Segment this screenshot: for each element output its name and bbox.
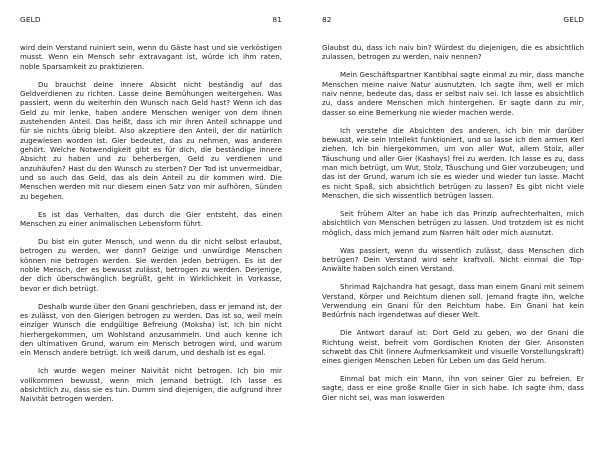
- paragraph: Glaubst du, dass ich naiv bin? Würdest du diejenigen, die es absichtlich zulassen, betrogen zu werden, naiv nennen?: [322, 43, 584, 62]
- paragraph: Seit frühem Alter an habe ich das Prinzip aufrechterhalten, mich absichtlich von Menschen betrügen zu lassen. Und trotzdem ist es nicht möglich, dass mich jemand zum Narren hält oder mich ausnutzt.: [322, 208, 584, 237]
- paragraph: Du bist ein guter Mensch, und wenn du dir nicht selbst erlaubst, betrogen zu werden, wer dann? Geizige und unwürdige Menschen können nie betrogen werden. Sie werden jeden betrügen. Es ist der noble Mensch, der es bewusst zulässt, betrogen zu werden. Derjenige, der dich überschwänglich begrüßt, geht in Wirklichkeit in Vorkasse, bevor er dich betrügt.: [20, 236, 282, 293]
- running-title: GELD: [563, 15, 584, 24]
- paragraph: Mein Geschäftspartner Kantibhai sagte einmal zu mir, dass manche Menschen meine naive Natur ausnutzten. Ich sagte ihm, well er mich naiv nenne, bedeute das, dass er selbst naiv sei. Ich lasse es absichtlich zu, dass andere Menschen mich hintergehen. Er sagte dann zu mir, dasser so eine Bemerkung nie wieder machen werde.: [322, 70, 584, 117]
- left-page: [20, 0, 282, 465]
- paragraph: Du brauchst deine innere Absicht nicht beständig auf das Geldverdienen zu richten. Lasse deine Bemühungen weitergehen. Was passiert, wenn du weiterhin den Wunsch nach Geld hast? Wenn ich das Geld zu mir lenke, haben andere Menschen weniger von dem ihnen zustehenden Anteil. Das heißt, dass ich mir ihren Anteil schnappe und für sie nichts übrig bleibt. Also akzeptiere den Anteil, der dir natürlich zugewiesen worden ist. Gier bedeutet, das zu nehmen, was anderen gehört. Welche Notwendigkeit gibt es für dich, die beständige innere Absicht zu haben und zu beherbergen, Geld zu verdienen und anzuhäufen? Hast du den Wunsch zu sterben? Der Tod ist unvermeidbar, und so auch das Geld, das als dein Anteil zu dir kommen wird. Die Menschen werden mit nur diesem einen Satz von mir aufhören, Sünden zu begehen.: [20, 79, 282, 201]
- paragraph: Ich verstehe die Absichten des anderen, ich bin mir darüber bewusst, wie sein Intellekt funktioniert, und so lasse ich den armen Kerl ziehen. Ich bin hiergekommen, um von aller Wut, allem Stolz, aller Täuschung und aller Gier (Kashays) frei zu werden. Ich lasse es zu, dass man mich betrügt, um Wut, Stolz, Täuschung und Gier vorzubeugen; und das ist der Grund, warum ich sie es wieder und wieder tun lasse. Macht es nicht Spaß, sich absichtlich betrügen zu lassen? Es gibt nicht viele Menschen, die sich wissentlich betrügen lassen.: [322, 125, 584, 200]
- paragraph: Shrimad Rajchandra hat gesagt, dass man einem Gnani mit seinem Verstand, Körper und Reichtum dienen soll. Jemand fragte ihn, welche Verwendung ein Gnani für den Reichtum habe. Ein Gnani hat kein Bedürfnis nach irgendetwas auf dieser Welt.: [322, 282, 584, 320]
- left-page-header: [20, 15, 282, 29]
- running-title: GELD: [20, 15, 41, 24]
- right-page-body: [322, 43, 584, 411]
- paragraph: Einmal bat mich ein Mann, ihn von seiner Gier zu befreien. Er sagte, dass er eine große Knolle Gier in sich habe. Ich sagte ihm, dass Gier nicht sei, was man loswerden: [322, 374, 584, 402]
- paragraph: wird dein Verstand ruiniert sein, wenn du Gäste hast und sie verköstigen musst. Wenn ein Mensch sehr extravagant ist, würde ich ihm raten, noble Sparsamkeit zu praktizieren.: [20, 43, 282, 71]
- page-number: 82: [322, 15, 332, 24]
- page-number: 81: [272, 15, 282, 24]
- paragraph: Es ist das Verhalten, das durch die Gier entsteht, das einen Menschen zu einer animalischen Lebensform führt.: [20, 209, 282, 229]
- paragraph: Ich wurde wegen meiner Naivität nicht betrogen. Ich bin mir vollkommen bewusst, wenn mich jemand betrügt. Ich lasse es absichtlich zu, dass sie es tun. Dumm sind diejenigen, die aufgrund ihrer Naivität betrogen werden.: [20, 366, 282, 404]
- right-page-header: [322, 15, 584, 29]
- paragraph: Die Antwort darauf ist: Dort Geld zu geben, wo der Gnani die Richtung weist, befreit vom Gordischen Knoten der Gier. Ansonsten schwebt das Chit (innere Aufmerksamkeit und visuelle Vorstellungskraft) eines gierigen Menschen Leben für Leben um das Geld herum.: [322, 328, 584, 366]
- right-page: [322, 0, 584, 465]
- paragraph: Was passiert, wenn du wissentlich zulässt, dass Menschen dich betrügen? Dein Verstand wird sehr kraftvoll. Nicht einmal die Top-Anwälte haben solch einen Verstand.: [322, 245, 584, 274]
- paragraph: Deshalb wurde über den Gnani geschrieben, dass er jemand ist, der es zulässt, von den Gierigen betrogen zu werden. Das ist so, weil mein einziger Wunsch die endgültige Befreiung (Moksha) ist. Ich bin nicht hierhergekommen, um Wohlstand anzusammeln. Und auch kenne ich den ultimativen Grund, warum ein Mensch betrogen wird, und warum ein Mensch andere betrügt. Ich weiß darum, und deshalb ist es egal.: [20, 301, 282, 358]
- left-page-body: [20, 43, 282, 412]
